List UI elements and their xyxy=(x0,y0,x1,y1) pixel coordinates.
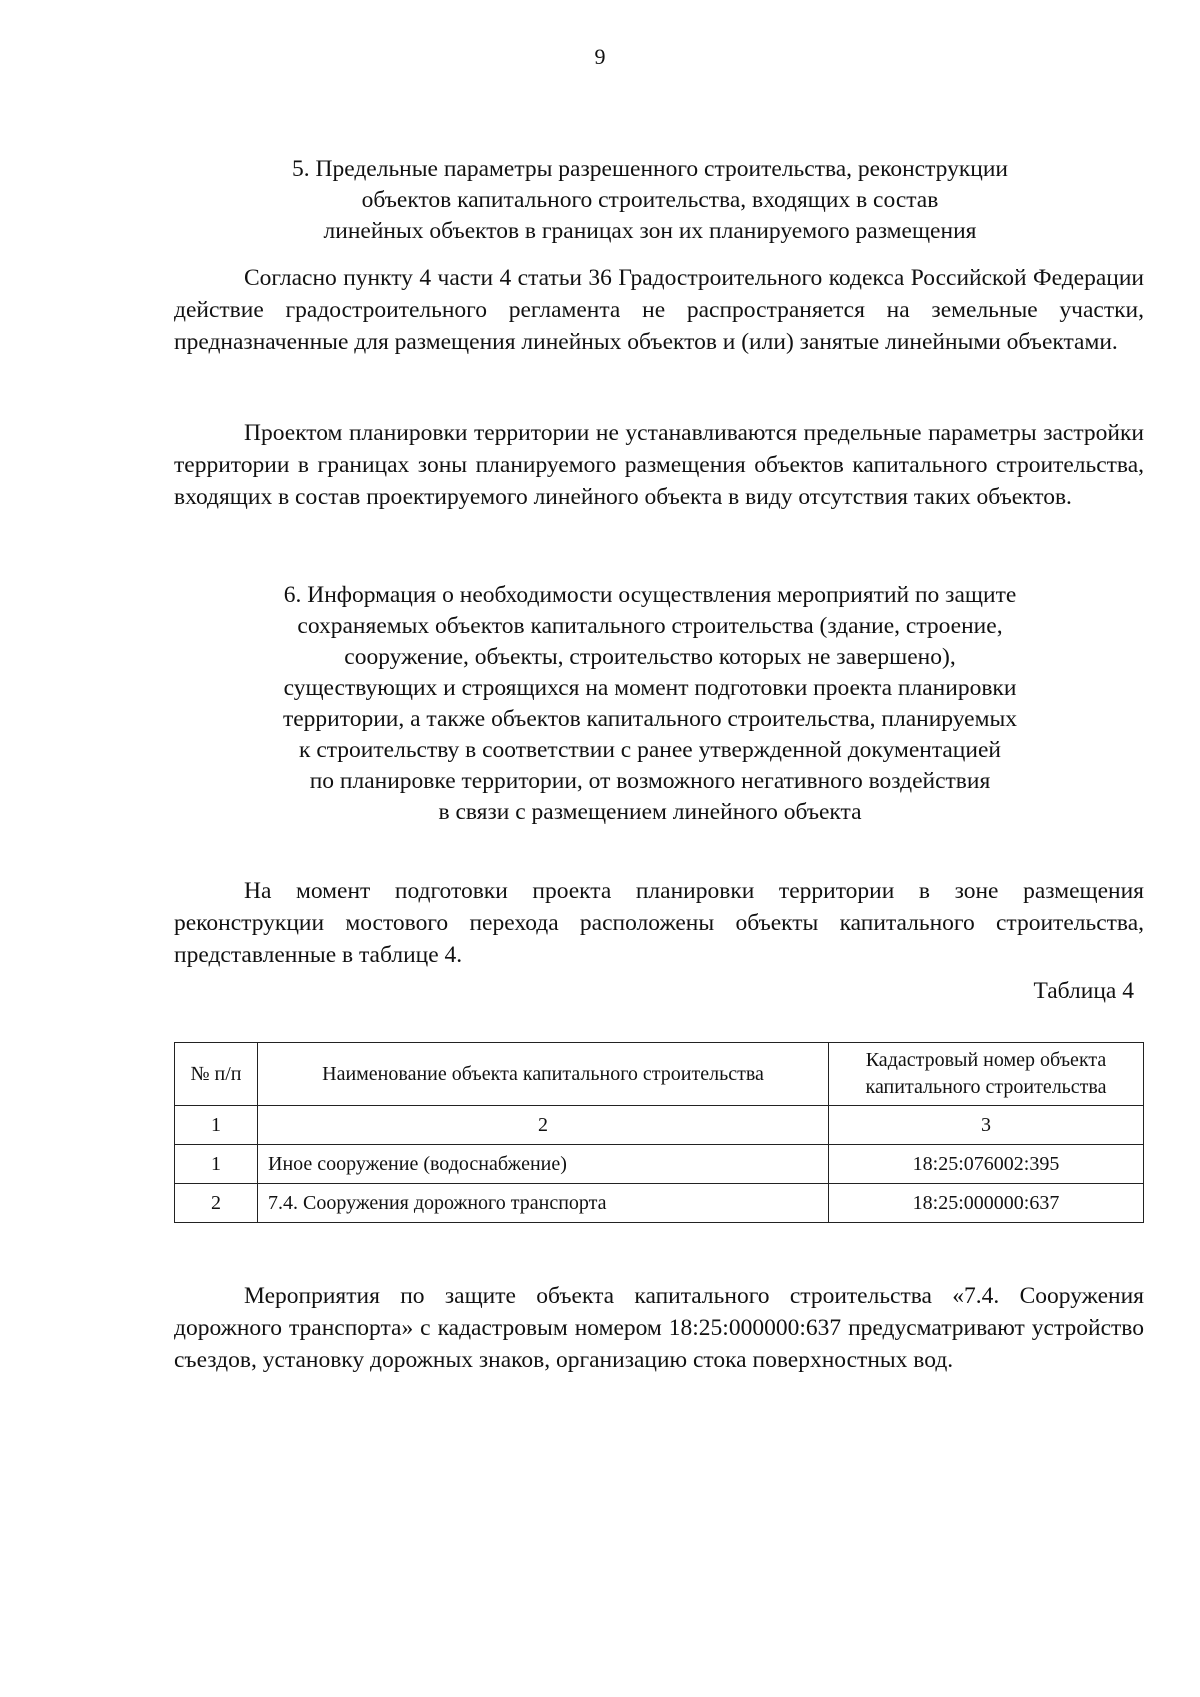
section-5-heading-line: объектов капитального строительства, входящих в состав xyxy=(361,187,939,213)
section-6-paragraph-1: На момент подготовки проекта планировки территории в зоне размещения реконструкции мостового перехода расположены объекты капитального строительства, представленные в таблице 4. xyxy=(174,878,1144,968)
section-5-heading xyxy=(150,154,1150,247)
section-6-heading-line: в связи с размещением линейного объекта xyxy=(438,799,862,825)
column-number: 2 xyxy=(258,1106,829,1145)
section-6-heading-line: сохраняемых объектов капитального строительства (здание, строение, xyxy=(297,613,1003,639)
section-6-heading-line: территории, а также объектов капитального строительства, планируемых xyxy=(282,706,1018,732)
page-number: 9 xyxy=(594,44,606,69)
section-6-paragraph-2: Мероприятия по защите объекта капитального строительства «7.4. Сооружения дорожного транспорта» с кадастровым номером 18:25:000000:637 предусматривают устройство съездов, установку дорожных знаков, организацию стока поверхностных вод. xyxy=(174,1283,1144,1373)
header-cadastral-number: Кадастровый номер объекта капитального строительства xyxy=(829,1043,1144,1106)
section-6-heading-line: сооружение, объекты, строительство которых не завершено), xyxy=(344,644,956,670)
column-number: 1 xyxy=(175,1106,258,1145)
section-5-heading-line: 5. Предельные параметры разрешенного строительства, реконструкции xyxy=(292,156,1008,182)
section-5-heading-line: линейных объектов в границах зон их планируемого размещения xyxy=(323,218,977,244)
cadastral-number-cell: 18:25:076002:395 xyxy=(829,1145,1144,1184)
section-6-heading xyxy=(150,580,1150,828)
object-name-cell: 7.4. Сооружения дорожного транспорта xyxy=(258,1184,829,1223)
header-object-name: Наименование объекта капитального строительства xyxy=(258,1043,829,1106)
row-number-cell: 2 xyxy=(175,1184,258,1223)
section-6-heading-line: по планировке территории, от возможного негативного воздействия xyxy=(309,768,991,794)
section-5-paragraph-2: Проектом планировки территории не устанавливаются предельные параметры застройки территории в границах зоны планируемого размещения объектов капитального строительства, входящих в состав проектируемого линейного объекта в виду отсутствия таких объектов. xyxy=(174,420,1144,510)
table-header-row xyxy=(175,1043,1144,1106)
table-caption: Таблица 4 xyxy=(1033,978,1134,1004)
cadastral-number-cell: 18:25:000000:637 xyxy=(829,1184,1144,1223)
table-column-numbers-row xyxy=(175,1106,1144,1145)
header-number: № п/п xyxy=(175,1043,258,1106)
table-row xyxy=(175,1145,1144,1184)
section-6-heading-line: к строительству в соответствии с ранее утвержденной документацией xyxy=(299,737,1001,763)
section-5-paragraph-1: Согласно пункту 4 части 4 статьи 36 Градостроительного кодекса Российской Федерации действие градостроительного регламента не распространяется на земельные участки, предназначенные для размещения линейных объектов и (или) занятые линейными объектами. xyxy=(174,265,1144,355)
row-number-cell: 1 xyxy=(175,1145,258,1184)
section-6-heading-line: существующих и строящихся на момент подготовки проекта планировки xyxy=(283,675,1017,701)
object-name-cell: Иное сооружение (водоснабжение) xyxy=(258,1145,829,1184)
objects-table xyxy=(174,1042,1144,1223)
column-number: 3 xyxy=(829,1106,1144,1145)
table-row xyxy=(175,1184,1144,1223)
section-6-heading-line: 6. Информация о необходимости осуществления мероприятий по защите xyxy=(283,582,1017,608)
